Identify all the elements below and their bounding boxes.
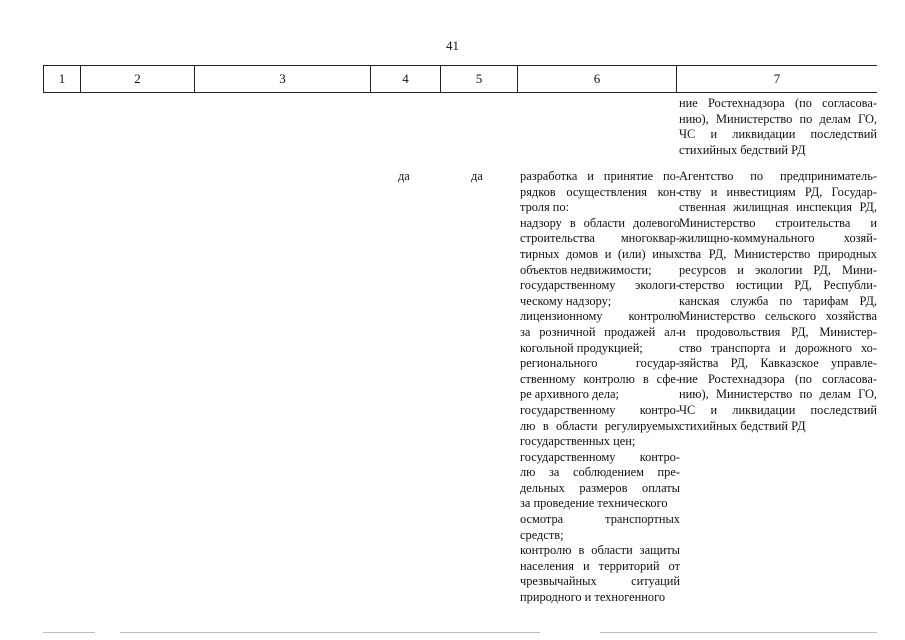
page-bottom-rule [600,632,877,633]
text-line: зяйства РД, Кавказское управле- [679,356,877,371]
header-col-2: 2 [81,66,195,92]
text-line: нию), Министерство по делам ГО, [679,111,877,126]
cell-col4-value: да [398,169,410,183]
text-line: рядков осуществления кон- [520,184,680,199]
text-line: ство транспорта и дорожного хо- [679,340,877,355]
text-line: ства РД, Министерство природных [679,246,877,261]
text-line: ственному контролю в сфе- [520,371,680,386]
text-line: регионального государ- [520,356,680,371]
text-line: чрезвычайных ситуаций [520,574,680,589]
page-bottom-rule [43,632,95,633]
text-line: государственному контро- [520,449,680,464]
text-line: ству и инвестициям РД, Государ- [679,184,877,199]
text-line: населения и территорий от [520,558,680,573]
text-line: троля по: [520,200,570,215]
text-line: жилищно-коммунального хозяй- [679,231,877,246]
header-col-1: 1 [43,66,81,92]
text-line: стихийных бедствий РД [679,142,806,157]
text-line: лю за соблюдением пре- [520,465,680,480]
header-col-3: 3 [195,66,371,92]
cell-col7-continued [679,96,877,158]
text-line: тирных домов и (или) иных [520,246,680,261]
text-line: государственных цен; [520,434,636,449]
header-col-4: 4 [371,66,441,92]
text-line: ЧС и ликвидации последствий [679,127,877,142]
text-line: ЧС и ликвидации последствий [679,402,877,417]
text-line: контролю в области защиты [520,543,680,558]
cell-col7-text [679,169,877,434]
text-line: за розничной продажей ал- [520,324,680,339]
text-line: ре архивного дела; [520,387,619,402]
text-line: когольной продукцией; [520,340,643,355]
text-line: ресурсов и экологии РД, Мини- [679,262,877,277]
cell-col6-text [520,169,680,606]
text-line: строительства многоквар- [520,231,680,246]
header-col-5: 5 [441,66,518,92]
text-line: разработка и принятие по- [520,169,680,183]
text-line: государственному контро- [520,402,680,417]
text-line: ние Ростехнадзора (по согласова- [679,96,877,110]
text-line: Министерство строительства и [679,215,877,230]
text-line: надзору в области долевого [520,215,680,230]
text-line: осмотра транспортных [520,512,680,527]
header-col-7: 7 [773,71,781,86]
text-line: канская служба по тарифам РД, [679,293,877,308]
text-line: лю в области регулируемых [520,418,680,433]
table-header-row [43,65,877,93]
page-number: 41 [446,38,459,53]
text-line: природного и техногенного [520,590,666,605]
text-line: ние Ростехнадзора (по согласова- [679,371,877,386]
text-line: объектов недвижимости; [520,262,652,277]
text-line: за проведение технического [520,496,668,511]
text-line: ственная жилищная инспекция РД, [679,200,877,215]
text-line: дельных размеров оплаты [520,480,680,495]
text-line: Министерство сельского хозяйства [679,309,877,324]
text-line: стерство юстиции РД, Республи- [679,278,877,293]
text-line: средств; [520,527,564,542]
text-line: и продовольствия РД, Министер- [679,324,877,339]
header-col-6: 6 [518,66,677,92]
page-bottom-rule [120,632,540,633]
text-line: ческому надзору; [520,293,612,308]
text-line: лицензионному контролю [520,309,680,324]
text-line: стихийных бедствий РД [679,418,806,433]
text-line: нию), Министерство по делам ГО, [679,387,877,402]
text-line: Агентство по предприниматель- [679,169,877,183]
text-line: государственному экологи- [520,278,680,293]
cell-col5-value: да [471,169,483,183]
